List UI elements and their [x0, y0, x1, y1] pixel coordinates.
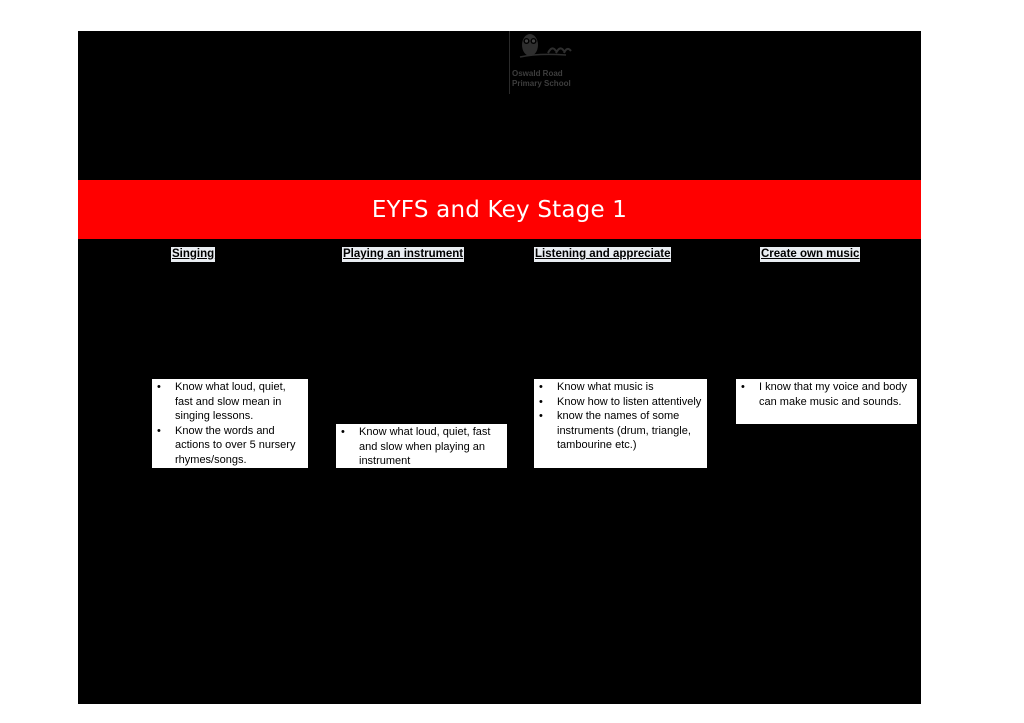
- school-logo: [508, 31, 588, 97]
- list-item: • Know what loud, quiet, fast and slow when playing an instrument: [339, 425, 504, 469]
- logo-divider: [509, 31, 510, 94]
- list-item: • Know what loud, quiet, fast and slow mean in singing lessons.: [155, 380, 305, 424]
- title-banner: [78, 180, 921, 239]
- school-name-line2: Primary School: [512, 79, 571, 88]
- heading-create-own-music: Create own music: [761, 248, 860, 260]
- create-music-box: [736, 379, 917, 424]
- create-music-list: [739, 380, 914, 409]
- playing-instrument-list: [339, 425, 504, 469]
- page-title: EYFS and Key Stage 1: [371, 196, 628, 223]
- heading-playing-instrument: Playing an instrument: [343, 248, 464, 260]
- school-name: [512, 69, 571, 89]
- owl-logo-icon: [518, 31, 578, 65]
- list-item: • I know that my voice and body can make music and sounds.: [739, 380, 914, 409]
- heading-listening-appreciate: Listening and appreciate: [535, 248, 671, 260]
- list-item: • know the names of some instruments (drum, triangle, tambourine etc.): [537, 409, 704, 453]
- list-item: • Know the words and actions to over 5 nursery rhymes/songs.: [155, 424, 305, 468]
- document-page: [78, 31, 921, 704]
- singing-list: [155, 380, 305, 468]
- school-name-line1: Oswald Road: [512, 69, 563, 78]
- list-item: • Know how to listen attentively: [537, 395, 704, 410]
- list-item: • Know what music is: [537, 380, 704, 395]
- listening-box: [534, 379, 707, 468]
- listening-list: [537, 380, 704, 453]
- heading-singing: Singing: [172, 248, 215, 260]
- playing-instrument-box: [336, 424, 507, 468]
- singing-box: [152, 379, 308, 468]
